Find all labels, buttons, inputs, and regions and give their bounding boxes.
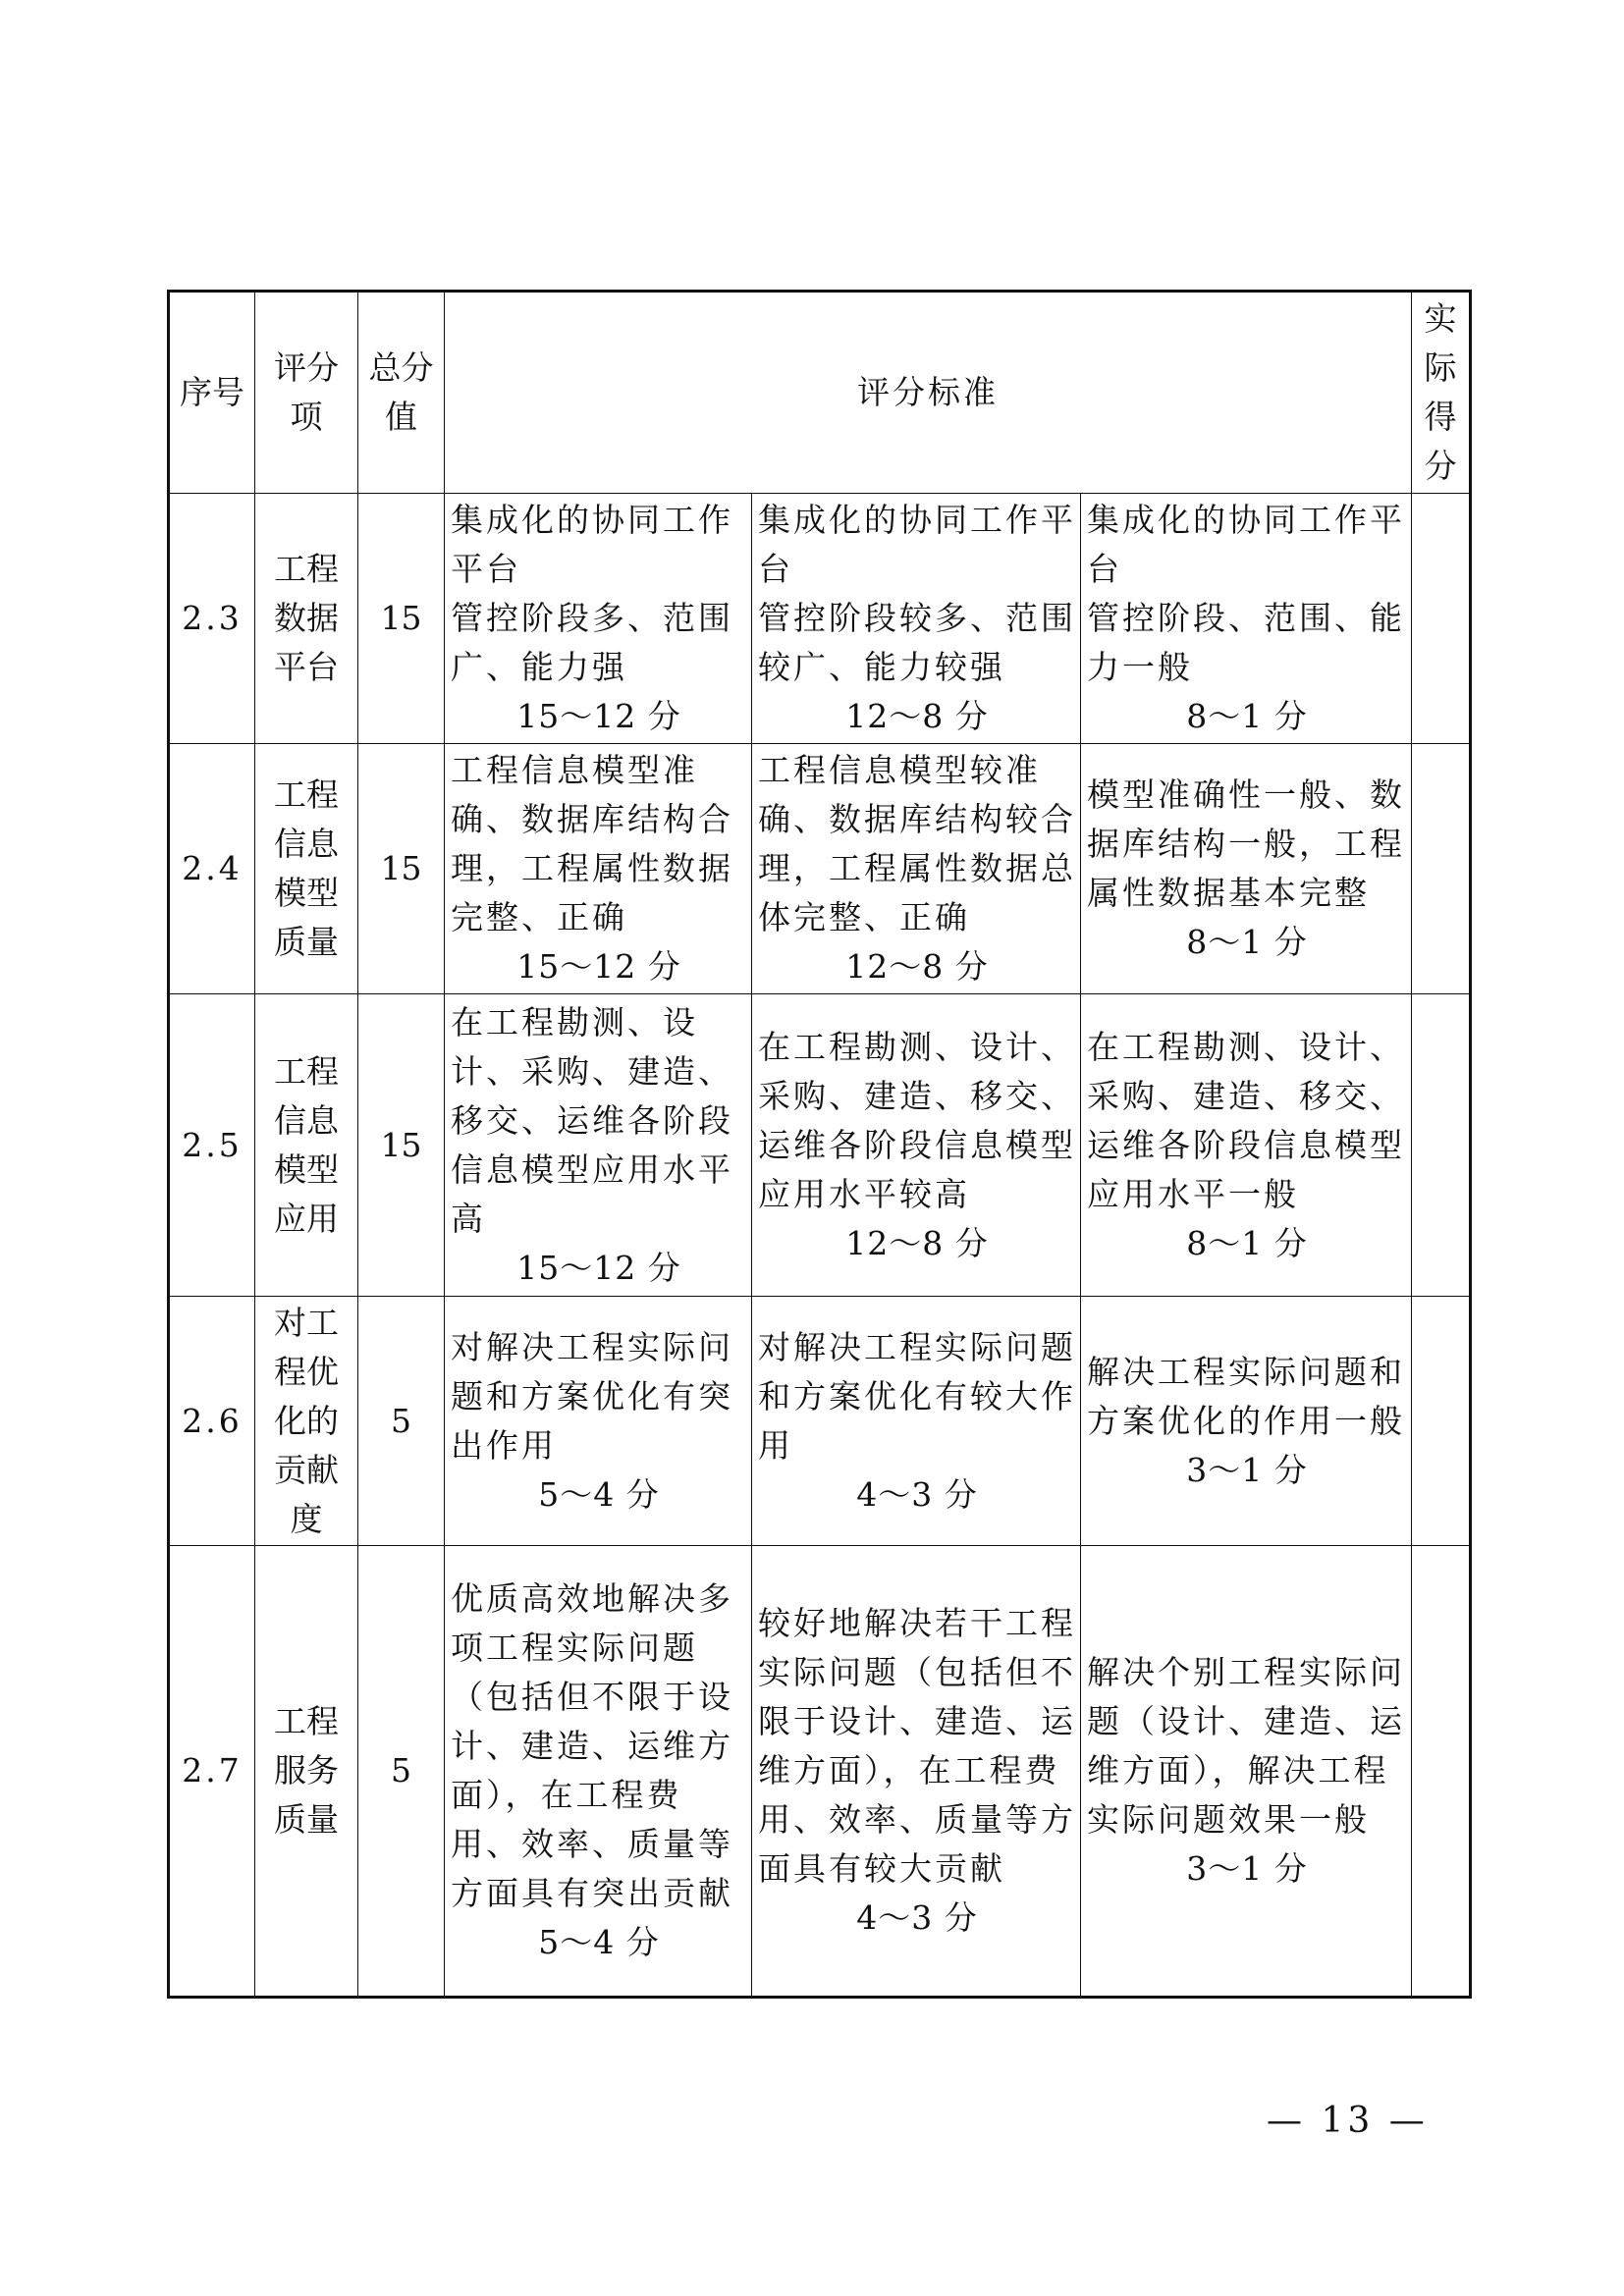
criteria-text: 在工程勘测、设计、采购、建造、移交、运维各阶段信息模型应用水平一般 (1087, 1027, 1405, 1213)
row-total: 15 (358, 744, 445, 994)
criteria-text: 集成化的协同工作平台 管控阶段多、范围广、能力强 (451, 501, 733, 686)
scoring-table (167, 290, 1472, 1999)
criteria-text: 对解决工程实际问题和方案优化有突出作用 (451, 1327, 733, 1465)
header-actual: 实际得分 (1412, 292, 1471, 494)
header-criteria: 评分标准 (445, 292, 1412, 494)
criteria-score-range: 12～8 分 (845, 1223, 989, 1262)
actual-score-input[interactable] (1412, 994, 1471, 1297)
actual-score-input[interactable] (1412, 1546, 1471, 1998)
criteria-level-3 (1081, 744, 1412, 994)
criteria-score-range: 15～12 分 (516, 947, 681, 986)
criteria-level-2 (752, 744, 1081, 994)
criteria-level-3 (1081, 494, 1412, 744)
criteria-score-range: 8～1 分 (1186, 697, 1308, 735)
row-item: 对工程优化的贡献度 (274, 1303, 339, 1538)
row-seq: 2.6 (169, 1297, 255, 1546)
row-item-cell (255, 1546, 358, 1998)
criteria-score-range: 12～8 分 (845, 947, 989, 986)
criteria-score-range: 15～12 分 (516, 1248, 681, 1287)
criteria-score-range: 3～1 分 (1186, 1450, 1308, 1489)
criteria-level-3 (1081, 994, 1412, 1297)
criteria-score-range: 8～1 分 (1186, 1223, 1308, 1262)
criteria-text: 模型准确性一般、数据库结构一般，工程属性数据基本完整 (1087, 775, 1405, 912)
criteria-level-3 (1081, 1297, 1412, 1546)
criteria-level-1 (445, 1297, 752, 1546)
criteria-score-range: 5～4 分 (538, 1923, 660, 1961)
criteria-score-range: 4～3 分 (856, 1898, 978, 1937)
criteria-level-2 (752, 494, 1081, 744)
actual-score-input[interactable] (1412, 1297, 1471, 1546)
header-total: 总分值 (358, 292, 445, 494)
table-row (169, 994, 1471, 1297)
criteria-text: 对解决工程实际问题和方案优化有较大作用 (758, 1327, 1076, 1465)
criteria-text: 集成化的协同工作平台 管控阶段、范围、能力一般 (1087, 501, 1405, 686)
criteria-score-range: 8～1 分 (1186, 923, 1308, 961)
table-row (169, 744, 1471, 994)
row-total: 5 (358, 1297, 445, 1546)
actual-score-input[interactable] (1412, 744, 1471, 994)
row-item-cell (255, 494, 358, 744)
criteria-level-3 (1081, 1546, 1412, 1998)
row-total: 5 (358, 1546, 445, 1998)
row-seq: 2.4 (169, 744, 255, 994)
row-item: 工程信息模型应用 (274, 1051, 339, 1238)
row-item: 工程数据平台 (274, 550, 339, 686)
criteria-score-range: 3～1 分 (1186, 1849, 1308, 1888)
table-header-row (169, 292, 1471, 494)
criteria-text: 优质高效地解决多项工程实际问题（包括但不限于设计、建造、运维方面），在工程费用、效率、质量等方面具有突出贡献 (451, 1579, 733, 1912)
row-item-cell (255, 1297, 358, 1546)
row-item: 工程服务质量 (274, 1702, 339, 1839)
criteria-text: 集成化的协同工作平台 管控阶段较多、范围较广、能力较强 (758, 501, 1076, 686)
criteria-score-range: 12～8 分 (845, 697, 989, 735)
table-row (169, 494, 1471, 744)
criteria-text: 工程信息模型准确、数据库结构合理，工程属性数据完整、正确 (451, 751, 733, 936)
header-seq: 序号 (169, 292, 255, 494)
criteria-text: 在工程勘测、设计、采购、建造、移交、运维各阶段信息模型应用水平较高 (758, 1027, 1076, 1213)
criteria-level-1 (445, 1546, 752, 1998)
row-seq: 2.3 (169, 494, 255, 744)
criteria-level-2 (752, 994, 1081, 1297)
criteria-score-range: 4～3 分 (856, 1474, 978, 1514)
row-item-cell (255, 994, 358, 1297)
criteria-text: 解决工程实际问题和方案优化的作用一般 (1087, 1352, 1405, 1440)
criteria-level-1 (445, 494, 752, 744)
header-item: 评分项 (255, 292, 358, 494)
criteria-level-2 (752, 1297, 1081, 1546)
page-number: — 13 — (1267, 2101, 1429, 2141)
criteria-score-range: 15～12 分 (516, 697, 681, 735)
actual-score-input[interactable] (1412, 494, 1471, 744)
table-row (169, 1546, 1471, 1998)
row-seq: 2.5 (169, 994, 255, 1297)
criteria-level-2 (752, 1546, 1081, 1998)
criteria-level-1 (445, 994, 752, 1297)
criteria-text: 在工程勘测、设计、采购、建造、移交、运维各阶段信息模型应用水平高 (451, 1002, 733, 1238)
criteria-score-range: 5～4 分 (538, 1474, 660, 1514)
row-total: 15 (358, 494, 445, 744)
table-row (169, 1297, 1471, 1546)
criteria-text: 较好地解决若干工程实际问题（包括但不限于设计、建造、运维方面），在工程费用、效率、质量等方面具有较大贡献 (758, 1604, 1076, 1888)
row-item: 工程信息模型质量 (274, 775, 339, 961)
criteria-level-1 (445, 744, 752, 994)
row-seq: 2.7 (169, 1546, 255, 1998)
criteria-text: 工程信息模型较准确、数据库结构较合理，工程属性数据总体完整、正确 (758, 751, 1076, 936)
row-total: 15 (358, 994, 445, 1297)
criteria-text: 解决个别工程实际问题（设计、建造、运维方面），解决工程实际问题效果一般 (1087, 1653, 1405, 1839)
row-item-cell (255, 744, 358, 994)
